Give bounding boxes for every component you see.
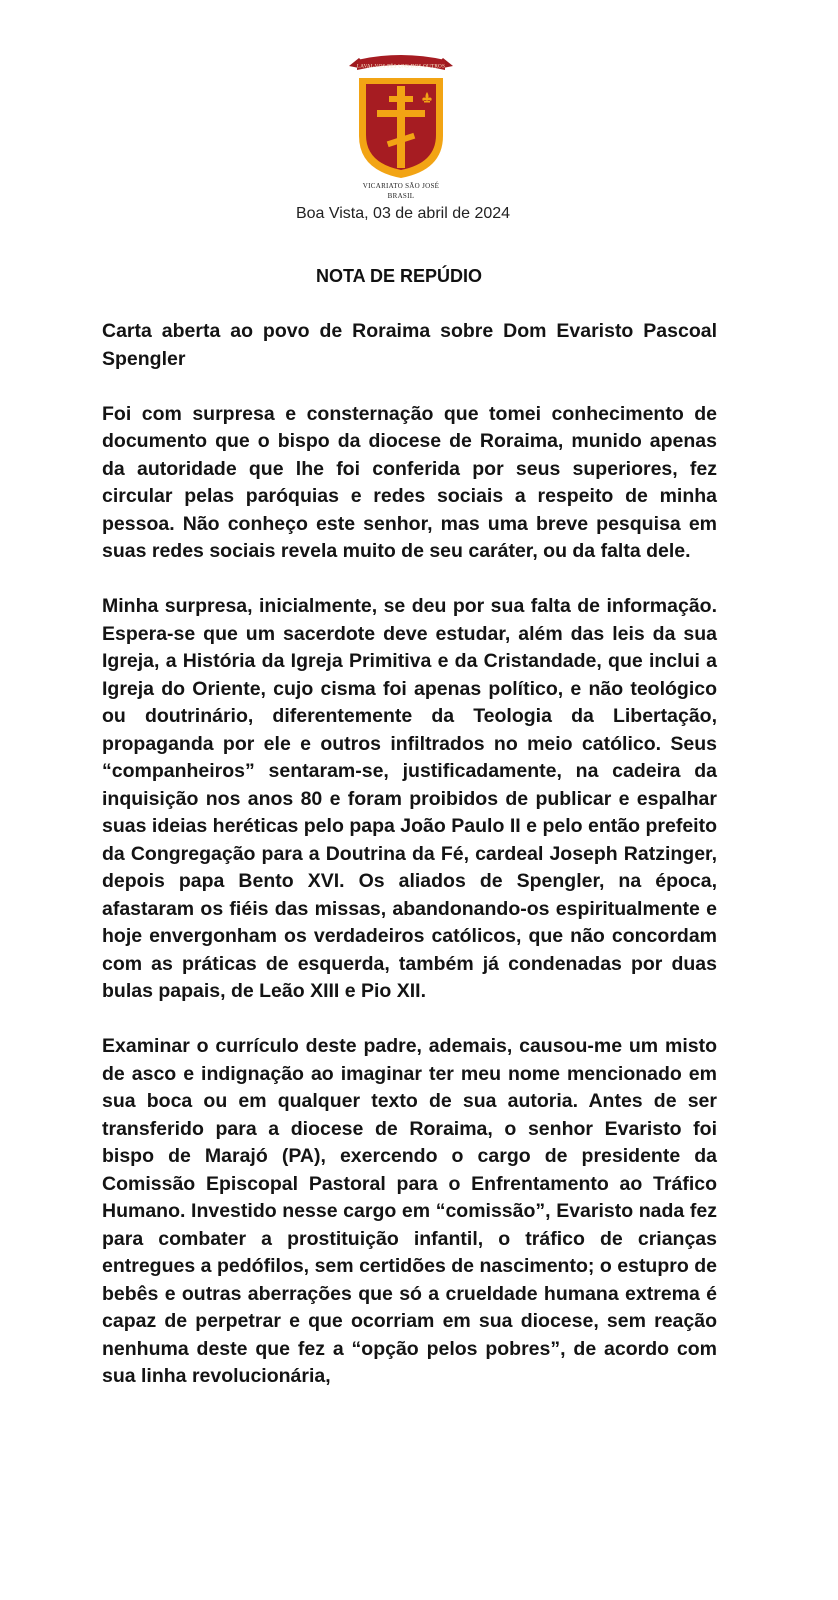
- page-title: NOTA DE REPÚDIO: [315, 266, 482, 286]
- crest-org-name: VICARIATO SÃO JOSÉ: [362, 182, 440, 190]
- vicariate-crest: [345, 52, 457, 202]
- letter-subject: Carta aberta ao povo de Roraima sobre Dom Evaristo Pascoal Spengler: [102, 320, 717, 370]
- crest-org-country: BRASIL: [387, 192, 415, 200]
- letter-body: [102, 318, 717, 1391]
- letter-paragraph: Examinar o currículo deste padre, ademais, causou-me um misto de asco e indignação ao imaginar ter meu nome mencionado em sua boca ou em qualquer texto de sua autoria. Antes de ser transferido para a diocese de Roraima, o senhor Evaristo foi bispo de Marajó (PA), exercendo o cargo de presidente da Comissão Episcopal Pastoral para o Enfrentamento ao Tráfico Humano. Investido nesse cargo em “comissão”, Evaristo nada fez para combater a prostituição infantil, o tráfico de crianças entregues a pedófilos, sem certidões de nascimento; o estupro de bebês e outras aberrações que só a crueldade humana extrema é capaz de perpetrar e que ocorriam em sua diocese, sem reação nenhuma deste que fez a “opção pelos pobres”, de acordo com sua linha revolucionária,: [102, 1035, 717, 1387]
- letter-date: Boa Vista, 03 de abril de 2024: [295, 205, 511, 222]
- letter-paragraph: Foi com surpresa e consternação que tomei conhecimento de documento que o bispo da diocese de Roraima, munido apenas da autoridade que lhe foi conferida por seus superiores, fez circular pelas paróquias e redes sociais a respeito de minha pessoa. Não conheço este senhor, mas uma breve pesquisa em suas redes sociais revela muito de seu caráter, ou da falta dele.: [102, 402, 717, 562]
- letter-paragraph: Minha surpresa, inicialmente, se deu por sua falta de informação. Espera-se que um sacerdote deve estudar, além das leis da sua Igreja, a História da Igreja Primitiva e da Cristandade, que inclui a Igreja do Oriente, cujo cisma foi apenas político, e não teológico ou doutrinário, diferentemente da Teologia da Libertação, propaganda por ele e outros infiltrados no meio católico. Seus “companheiros” sentaram-se, justificadamente, na cadeira da inquisição nos anos 80 e foram proibidos de publicar e espalhar suas ideias heréticas pelo papa João Paulo II e pelo então prefeito da Congregação para a Doutrina da Fé, cardeal Joseph Ratzinger, depois papa Bento XVI. Os aliados de Spengler, na época, afastaram os fiéis das missas, abandonando-os espiritualmente e hoje envergonham os verdadeiros católicos, que não concordam com as práticas de esquerda, também já condenadas por duas bulas papais, de Leão XIII e Pio XII.: [102, 595, 717, 1002]
- shield-cross-icon: [345, 52, 457, 180]
- crest-motto: LAVAI-VOS PÉS UNS DOS OUTROS: [356, 63, 446, 70]
